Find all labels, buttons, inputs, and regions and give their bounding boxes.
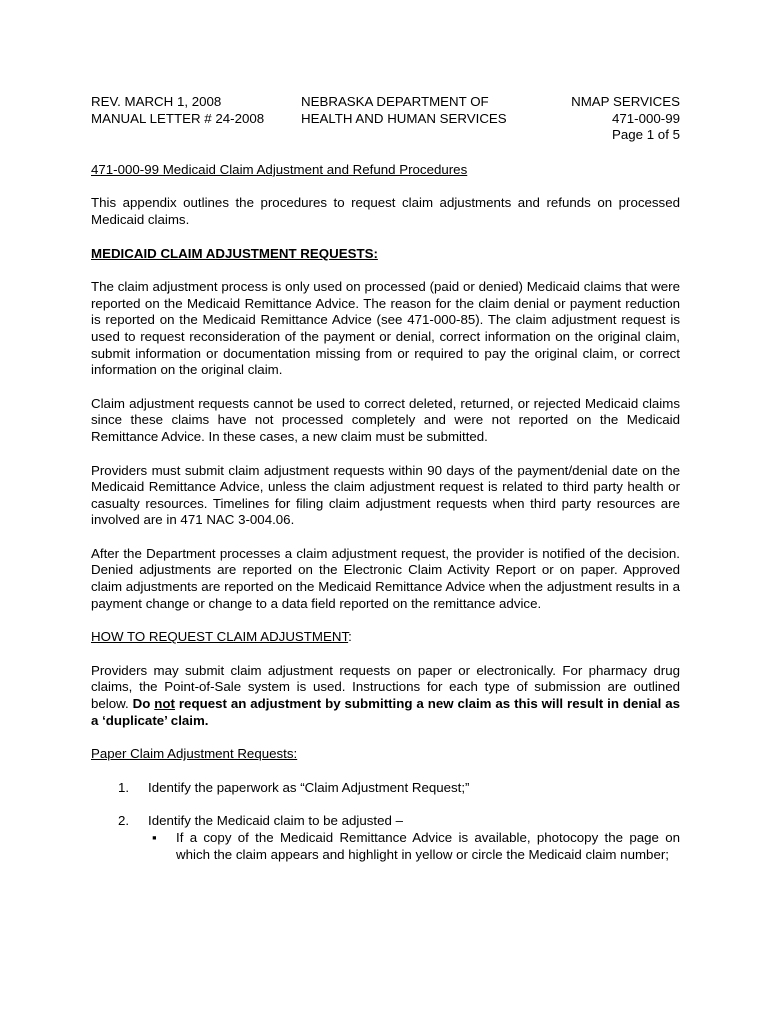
document-number: 471-000-99	[611, 110, 680, 126]
section-heading-how-to	[91, 629, 680, 646]
revision-date: REV. MARCH 1, 2008	[91, 94, 222, 109]
list-item	[91, 780, 680, 797]
paragraph-3: Providers must submit claim adjustment requests within 90 days of the payment/denial date on the Medicaid Remittance Advice, unless the claim adjustment request is related to third party health or casualty resources. Timelines for filing claim adjustment requests when third party resources are involved are in 471 NAC 3-004.06.	[91, 462, 680, 528]
how-to-heading-colon: :	[348, 629, 352, 645]
section-heading-paper-requests: Paper Claim Adjustment Requests:	[91, 746, 298, 762]
intro-paragraph: This appendix outlines the procedures to request claim adjustments and refunds on processed Medicaid claims.	[91, 195, 680, 227]
department-line-2: HEALTH AND HUMAN SERVICES	[301, 110, 507, 126]
service-name: NMAP SERVICES	[571, 94, 680, 109]
paragraph-5-not: not	[154, 696, 175, 712]
list-item-number: 1.	[118, 779, 130, 795]
paragraph-5-bold-2: request an adjustment by submitting a new claim as this will result in denial as a ‘duplicate’ claim.	[91, 696, 681, 728]
paragraph-1: The claim adjustment process is only used on processed (paid or denied) Medicaid claims that were reported on the Medicaid Remittance Advice. The reason for the claim denial or payment reduction is reported on the Medicaid Remittance Advice (see 471-000-85). The claim adjustment request is used to request reconsideration of the payment or denial, correct information on the original claim, submit information or documentation missing from or required to pay the original claim, or correct information on the original claim.	[91, 279, 680, 378]
how-to-heading-text: HOW TO REQUEST CLAIM ADJUSTMENT	[91, 629, 349, 645]
paragraph-5-text: Providers may submit claim adjustment requests on paper or electronically. For pharmacy drug claims, the Point-of-Sale system is used. Instructions for each type of submission are outlined below.	[91, 662, 680, 712]
page-number: Page 1 of 5	[611, 127, 680, 143]
header-right	[551, 94, 680, 144]
paragraph-4: After the Department processes a claim adjustment request, the provider is notified of the decision. Denied adjustments are reported on the Electronic Claim Activity Report or on paper. Approved claim adjustments are reported on the Medicaid Remittance Advice when the adjustment results in a payment change or change to a data field reported on the remittance advice.	[91, 545, 680, 611]
document-title: 471-000-99 Medicaid Claim Adjustment and Refund Procedures	[91, 161, 468, 177]
page-header	[91, 94, 680, 144]
department-line-1: NEBRASKA DEPARTMENT OF	[301, 94, 489, 109]
header-left	[91, 94, 301, 144]
section-heading-adjustment-requests: MEDICAID CLAIM ADJUSTMENT REQUESTS:	[91, 245, 378, 261]
list-item-text: Identify the paperwork as “Claim Adjustment Request;”	[148, 779, 470, 795]
square-bullet-icon: ▪	[152, 830, 157, 845]
paragraph-5	[91, 663, 680, 729]
paragraph-5-bold-1: Do	[132, 696, 155, 712]
paragraph-2: Claim adjustment requests cannot be used to correct deleted, returned, or rejected Medicaid claims since these claims have not processed completely and were not reported on the Medicaid Remittance Advice. In these cases, a new claim must be submitted.	[91, 395, 680, 444]
list-item-text: Identify the Medicaid claim to be adjusted –	[148, 813, 404, 829]
manual-letter: MANUAL LETTER # 24-2008	[91, 110, 265, 126]
list-item	[91, 813, 680, 830]
document-page	[91, 94, 680, 863]
list-item-number: 2.	[118, 813, 130, 829]
list-sub-item-text: If a copy of the Medicaid Remittance Advice is available, photocopy the page on which the claim appears and highlight in yellow or circle the Medicaid claim number;	[176, 830, 680, 862]
list-sub-item	[148, 830, 680, 863]
header-center	[301, 94, 551, 144]
